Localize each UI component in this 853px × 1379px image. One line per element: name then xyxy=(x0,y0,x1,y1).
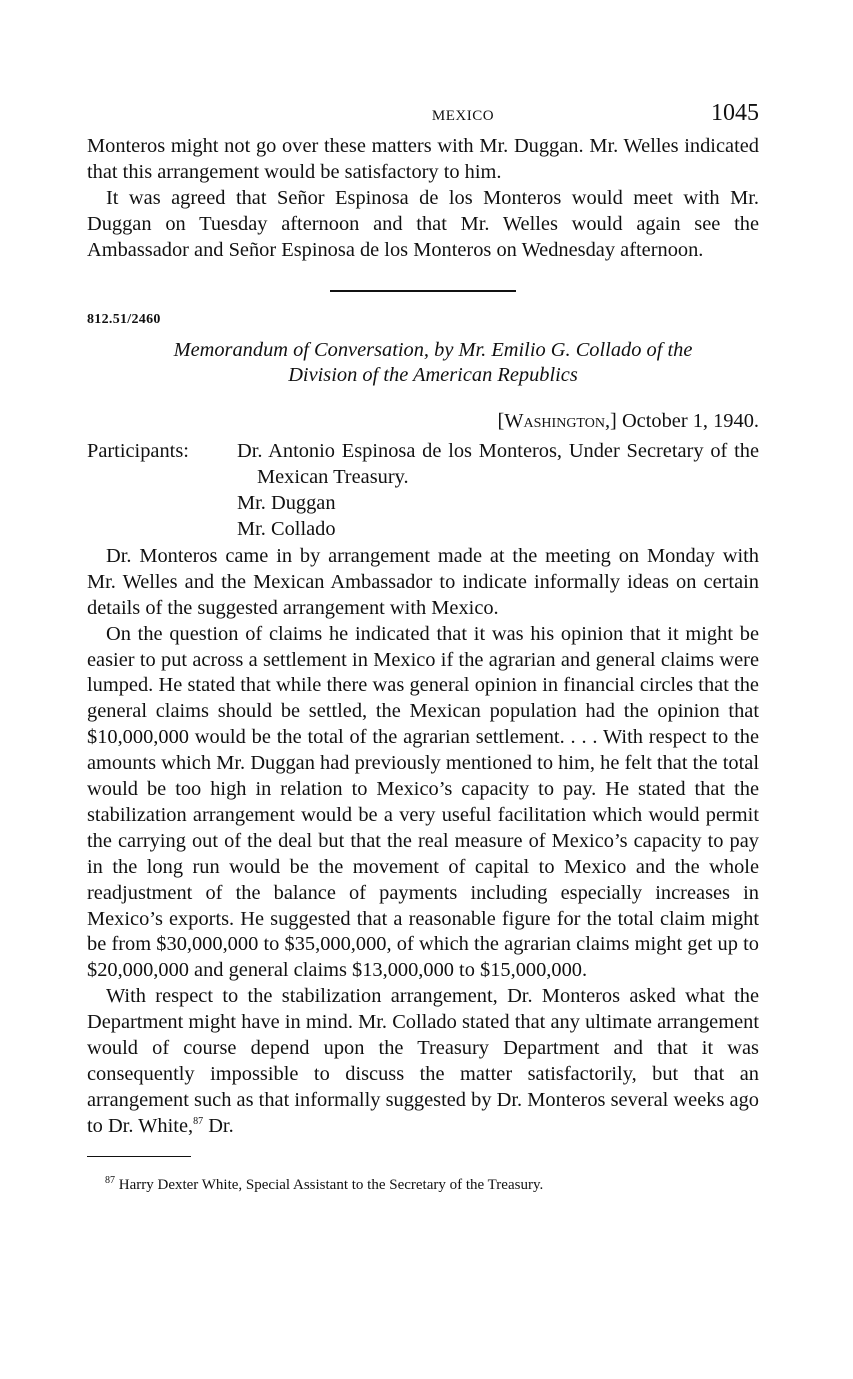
section-divider xyxy=(330,290,516,292)
footnote-marker: 87 xyxy=(105,1175,115,1187)
dateline-date: October 1, 1940. xyxy=(621,410,759,433)
participant-entry: Mr. Duggan xyxy=(237,492,336,515)
footnote-divider xyxy=(87,1156,191,1158)
body-paragraph: Dr. Monteros came in by arrangement made at the meeting on Monday with Mr. Welles and the Mexican Ambassador to indicate informally ideas on certain details of the suggested arrangement with Mexico. xyxy=(87,544,759,619)
file-number: 812.51/2460 xyxy=(87,311,161,327)
page-header xyxy=(87,100,759,134)
participant-entry: Mr. Collado xyxy=(237,517,336,540)
memo-body xyxy=(87,544,759,1140)
page-number: 1045 xyxy=(711,100,759,126)
body-paragraph xyxy=(87,984,759,1139)
dateline-place: [Washington,] xyxy=(497,410,617,433)
participants-label: Participants: xyxy=(87,440,189,463)
continuation-paragraph: It was agreed that Señor Espinosa de los Monteros would meet with Mr. Duggan on Tuesday afternoon and that Mr. Welles would again see the Ambassador and Señor Espinosa de los Monteros on Wednesday afternoon. xyxy=(87,186,759,261)
footnote xyxy=(87,1175,759,1195)
participants-block xyxy=(87,439,759,543)
body-paragraph-tail: Dr. xyxy=(203,1114,234,1137)
body-paragraph-text: With respect to the stabilization arrangement, Dr. Monteros asked what the Department might have in mind. Mr. Collado stated that any ultimate arrangement would of course depend upon the Treasury Department and that it was consequently impossible to discuss the matter satisfactorily, but that an arrangement such as that informally suggested by Dr. Monteros several weeks ago to Dr. White, xyxy=(87,985,759,1137)
participant-entry: Dr. Antonio Espinosa de los Monteros, Under Secretary of the Mexican Treasury. xyxy=(237,440,759,489)
running-head: MEXICO xyxy=(431,108,495,124)
dateline xyxy=(87,409,759,435)
continuation-paragraph: Monteros might not go over these matters with Mr. Duggan. Mr. Welles indicated that this arrangement would be satisfactory to him. xyxy=(87,135,759,183)
memo-title-line: Memorandum of Conversation, by Mr. Emilio G. Collado of the xyxy=(173,338,693,361)
memo-title xyxy=(87,338,759,390)
memo-title-line: Division of the American Republics xyxy=(288,364,578,387)
participants-list xyxy=(237,439,759,543)
footnote-text: Harry Dexter White, Special Assistant to the Secretary of the Treasury. xyxy=(118,1177,544,1194)
footnote-reference: 87 xyxy=(193,1116,204,1128)
document-page xyxy=(87,100,759,1195)
body-paragraph: On the question of claims he indicated that it was his opinion that it might be easier to put across a settlement in Mexico if the agrarian and general claims were lumped. He stated that while there was general opinion in financial circles that the general claims should be settled, the Mexican population had the opinion that $10,000,000 would be the total of the agrarian settlement. . . . With respect to the amounts which Mr. Duggan had previously mentioned to him, he felt that the total would be too high in relation to Mexico’s capacity to pay. He stated that the stabilization arrangement would be a very useful facilitation which would permit the carrying out of the deal but that the real measure of Mexico’s capacity to pay in the long run would be the movement of capital to Mexico and the whole readjustment of the balance of payments including especially increases in Mexico’s exports. He suggested that a reasonable figure for the total claim might be from $30,000,000 to $35,000,000, of which the agrarian claims might get up to $20,000,000 and general claims $13,000,000 to $15,000,000. xyxy=(87,622,759,982)
